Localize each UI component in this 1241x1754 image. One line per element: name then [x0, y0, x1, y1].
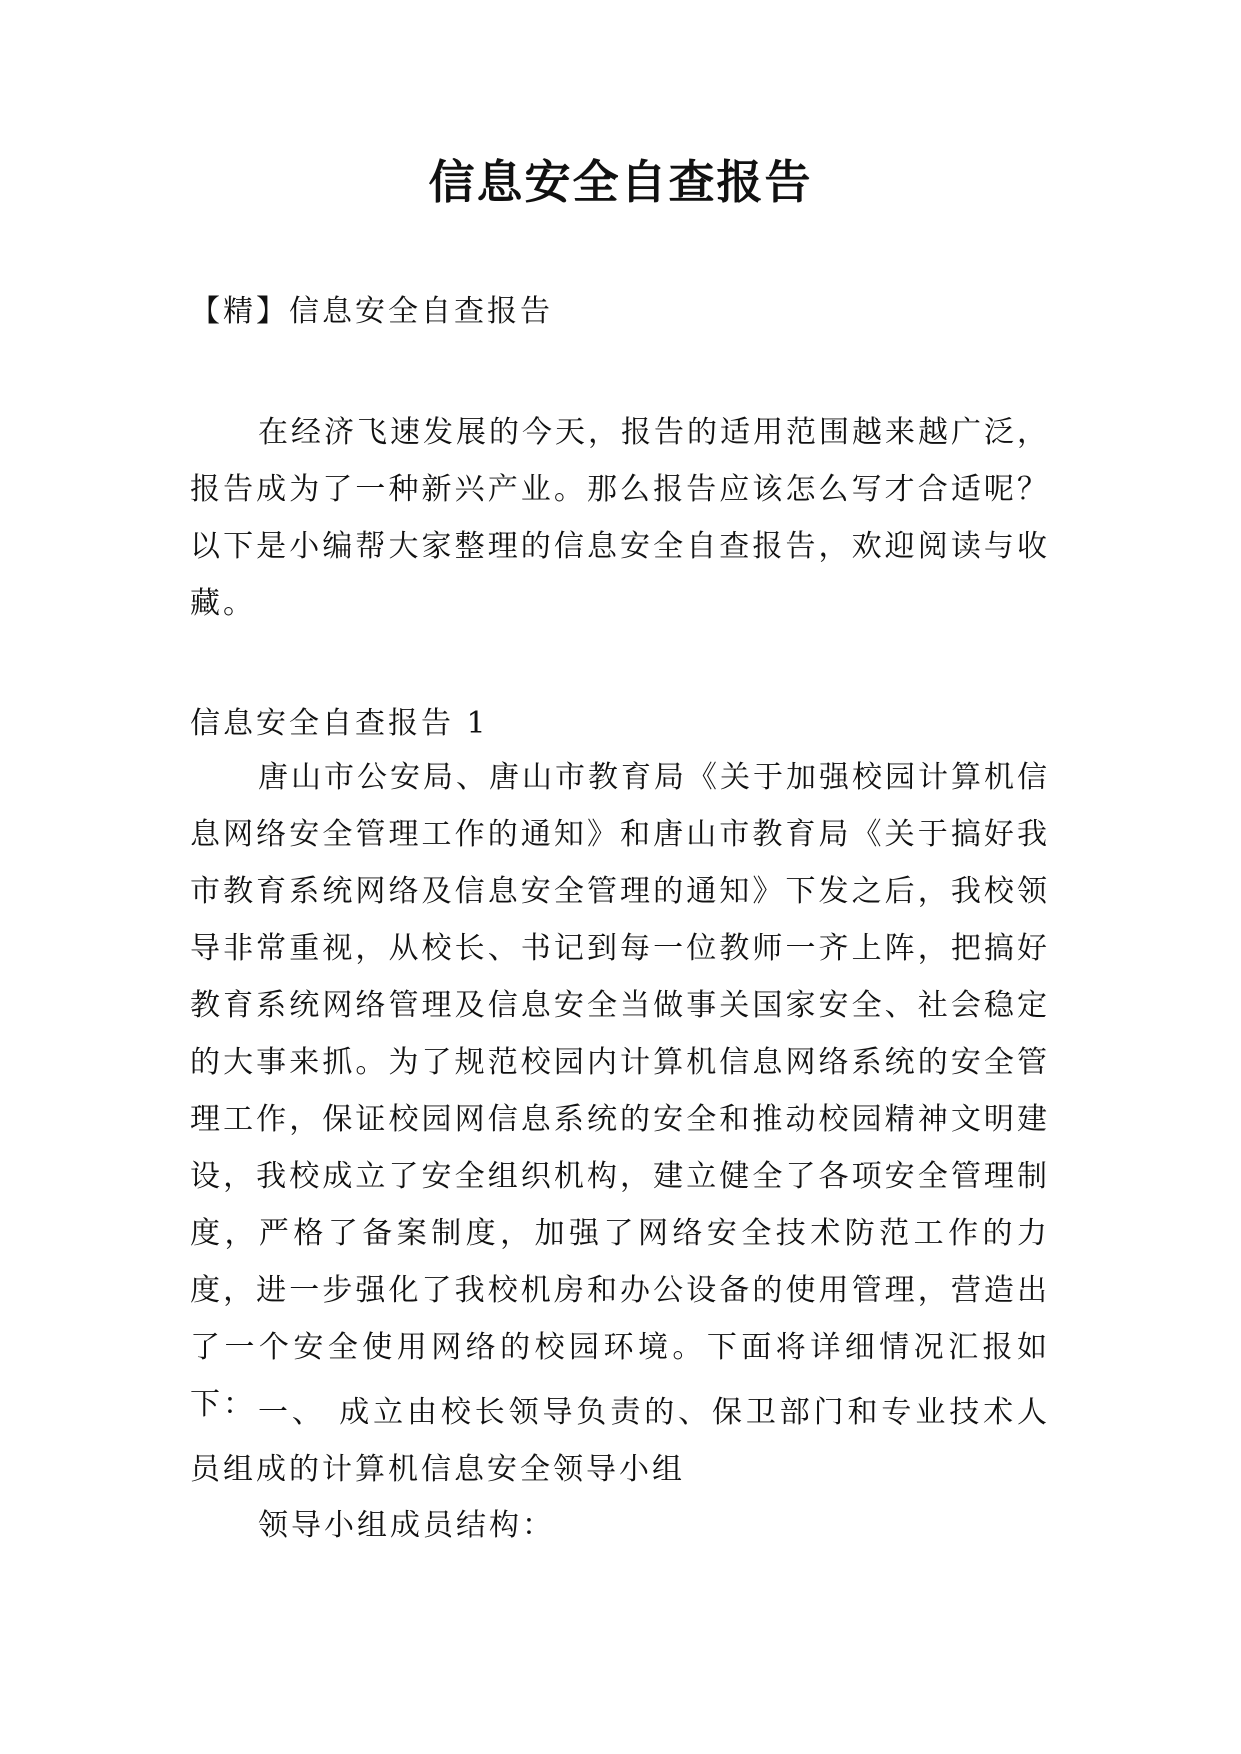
document-title: 信息安全自查报告	[428, 155, 813, 209]
body-paragraph: 唐山市公安局、唐山市教育局《关于加强校园计算机信息网络安全管理工作的通知》和唐山市教育局《关于搞好我市教育系统网络及信息安全管理的通知》下发之后，我校领导非常重视，从校长、书记到每一位教师一齐上阵，把搞好教育系统网络管理及信息安全当做事关国家安全、社会稳定的大事来抓。为了规范校园内计算机信息网络系统的安全管理工作，保证校园网信息系统的安全和推动校园精神文明建设，我校成立了安全组织机构，建立健全了各项安全管理制度，严格了备案制度，加强了网络安全技术防范工作的力度，进一步强化了我校机房和办公设备的使用管理，营造出了一个安全使用网络的校园环境。下面将详细情况汇报如下：	[190, 760, 1050, 1422]
section-heading: 信息安全自查报告 1	[190, 706, 489, 741]
intro-paragraph: 在经济飞速发展的今天，报告的适用范围越来越广泛，报告成为了一种新兴产业。那么报告应该怎么写才合适呢？以下是小编帮大家整理的信息安全自查报告，欢迎阅读与收藏。	[190, 415, 1050, 621]
document-subtitle: 【精】信息安全自查报告	[190, 294, 553, 329]
list-item-one: 一、 成立由校长领导负责的、保卫部门和专业技术人员组成的计算机信息安全领导小组	[190, 1395, 1050, 1487]
members-label: 领导小组成员结构：	[258, 1508, 555, 1543]
